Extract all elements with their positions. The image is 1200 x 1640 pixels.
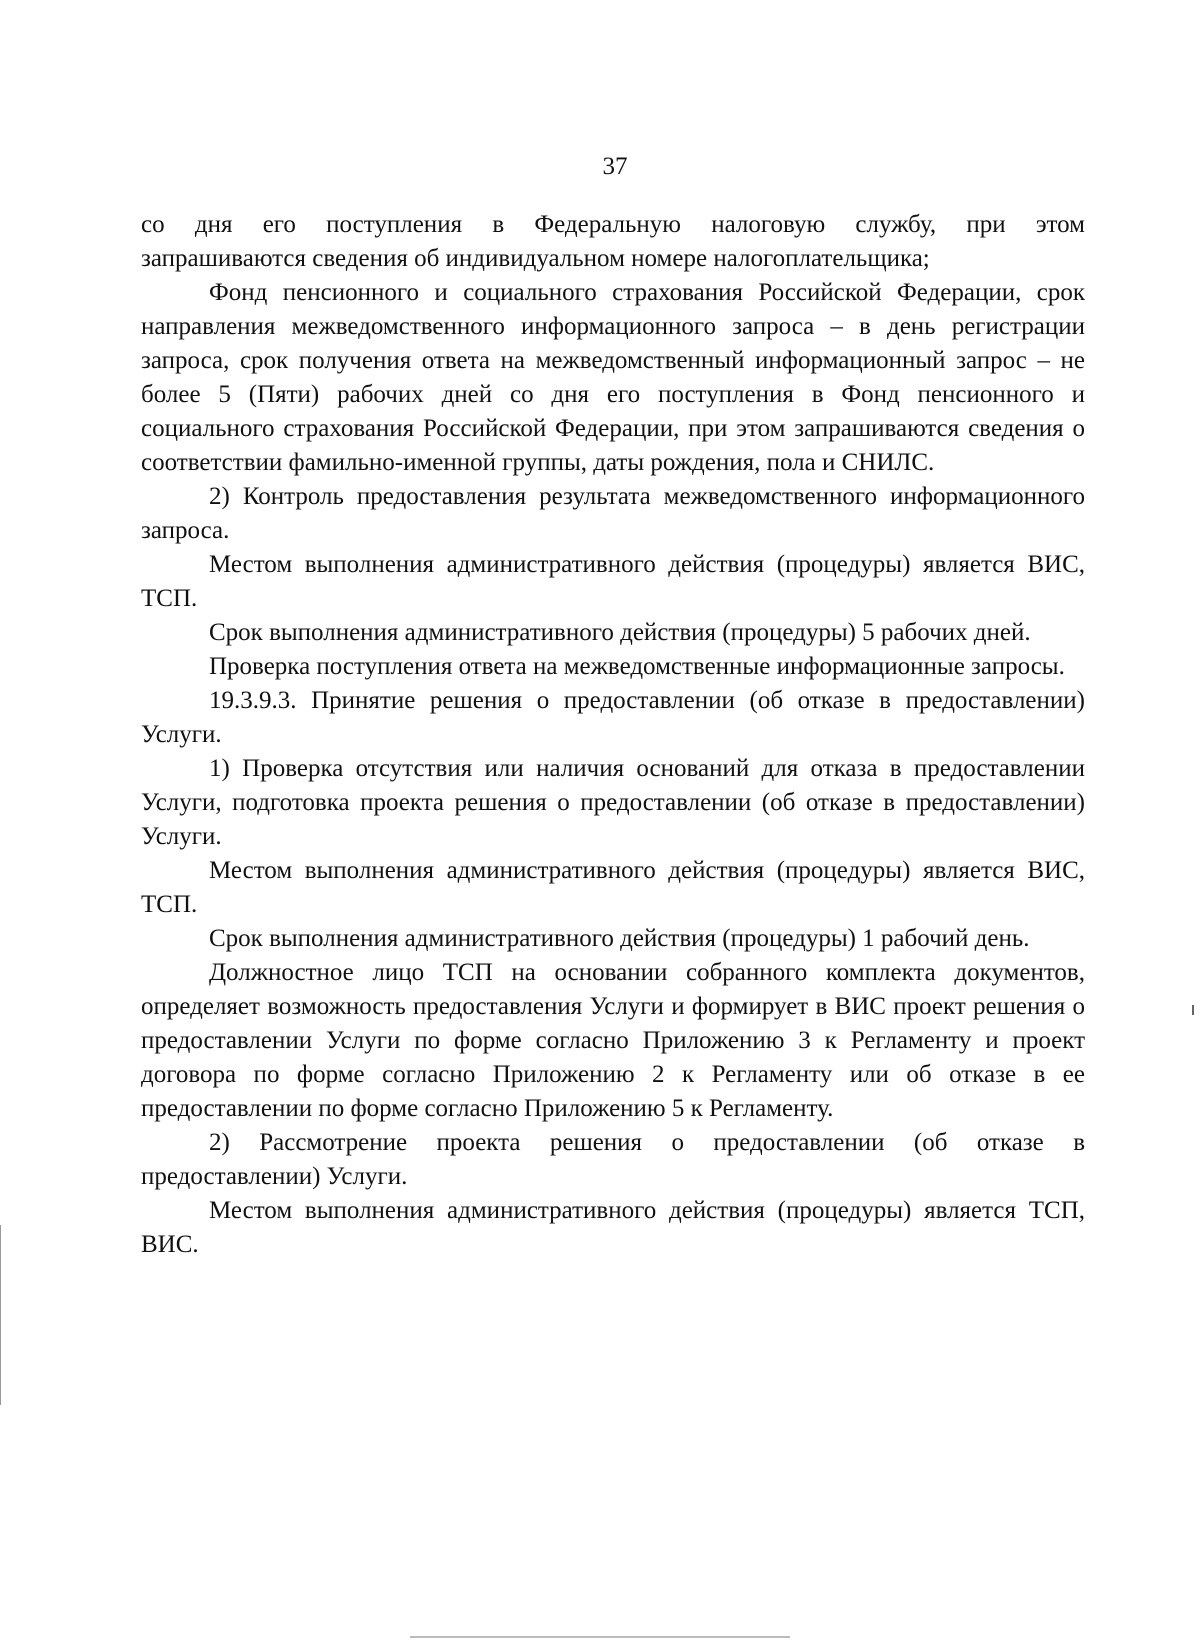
scan-artifact [1192,1005,1194,1015]
paragraph-1 [141,208,1085,276]
document-body [141,208,1085,1262]
paragraph-8: 1) Проверка отсутствия или наличия оснований для отказа в предоставлении Услуги, подготовка проекта решения о предоставлении (об отказе в предоставлении) Услуги. [141,755,1085,850]
paragraph-1-line-2: запрашиваются сведения об индивидуальном номере налогоплательщика; [141,245,930,272]
paragraph-3: 2) Контроль предоставления результата межведомственного информационного запроса. [141,483,1085,544]
paragraph-6: Проверка поступления ответа на межведомственные информационные запросы. [209,653,1065,680]
paragraph-10: Срок выполнения административного действия (процедуры) 1 рабочий день. [209,925,1030,952]
scan-artifact [410,1636,790,1638]
paragraph-12: 2) Рассмотрение проекта решения о предоставлении (об отказе в предоставлении) Услуги. [141,1129,1085,1190]
paragraph-5: Срок выполнения административного действия (процедуры) 5 рабочих дней. [209,619,1031,646]
paragraph-13: Местом выполнения административного действия (процедуры) является ТСП, ВИС. [141,1197,1085,1258]
scan-artifact [0,1225,1,1405]
paragraph-4: Местом выполнения административного действия (процедуры) является ВИС, ТСП. [141,551,1085,612]
page-number: 37 [602,153,628,180]
paragraph-2: Фонд пенсионного и социального страхования Российской Федерации, срок направления межведомственного информационного запроса – в день регистрации запроса, срок получения ответа на межведомственный информационный запрос – не более 5 (Пяти) рабочих дней со дня его поступления в Фонд пенсионного и социального страхования Российской Федерации, при этом запрашиваются сведения о соответствии фамильно-именной группы, даты рождения, пола и СНИЛС. [141,279,1085,476]
paragraph-7: 19.3.9.3. Принятие решения о предоставлении (об отказе в предоставлении) Услуги. [141,687,1085,748]
paragraph-9: Местом выполнения административного действия (процедуры) является ВИС, ТСП. [141,857,1085,918]
paragraph-11: Должностное лицо ТСП на основании собранного комплекта документов, определяет возможность предоставления Услуги и формирует в ВИС проект решения о предоставлении Услуги по форме согласно Приложению 3 к Регламенту и проект договора по форме согласно Приложению 2 к Регламенту или об отказе в ее предоставлении по форме согласно Приложению 5 к Регламенту. [141,959,1085,1122]
paragraph-1-line-1: со дня его поступления в Федеральную налоговую службу, при этом [141,211,1085,238]
